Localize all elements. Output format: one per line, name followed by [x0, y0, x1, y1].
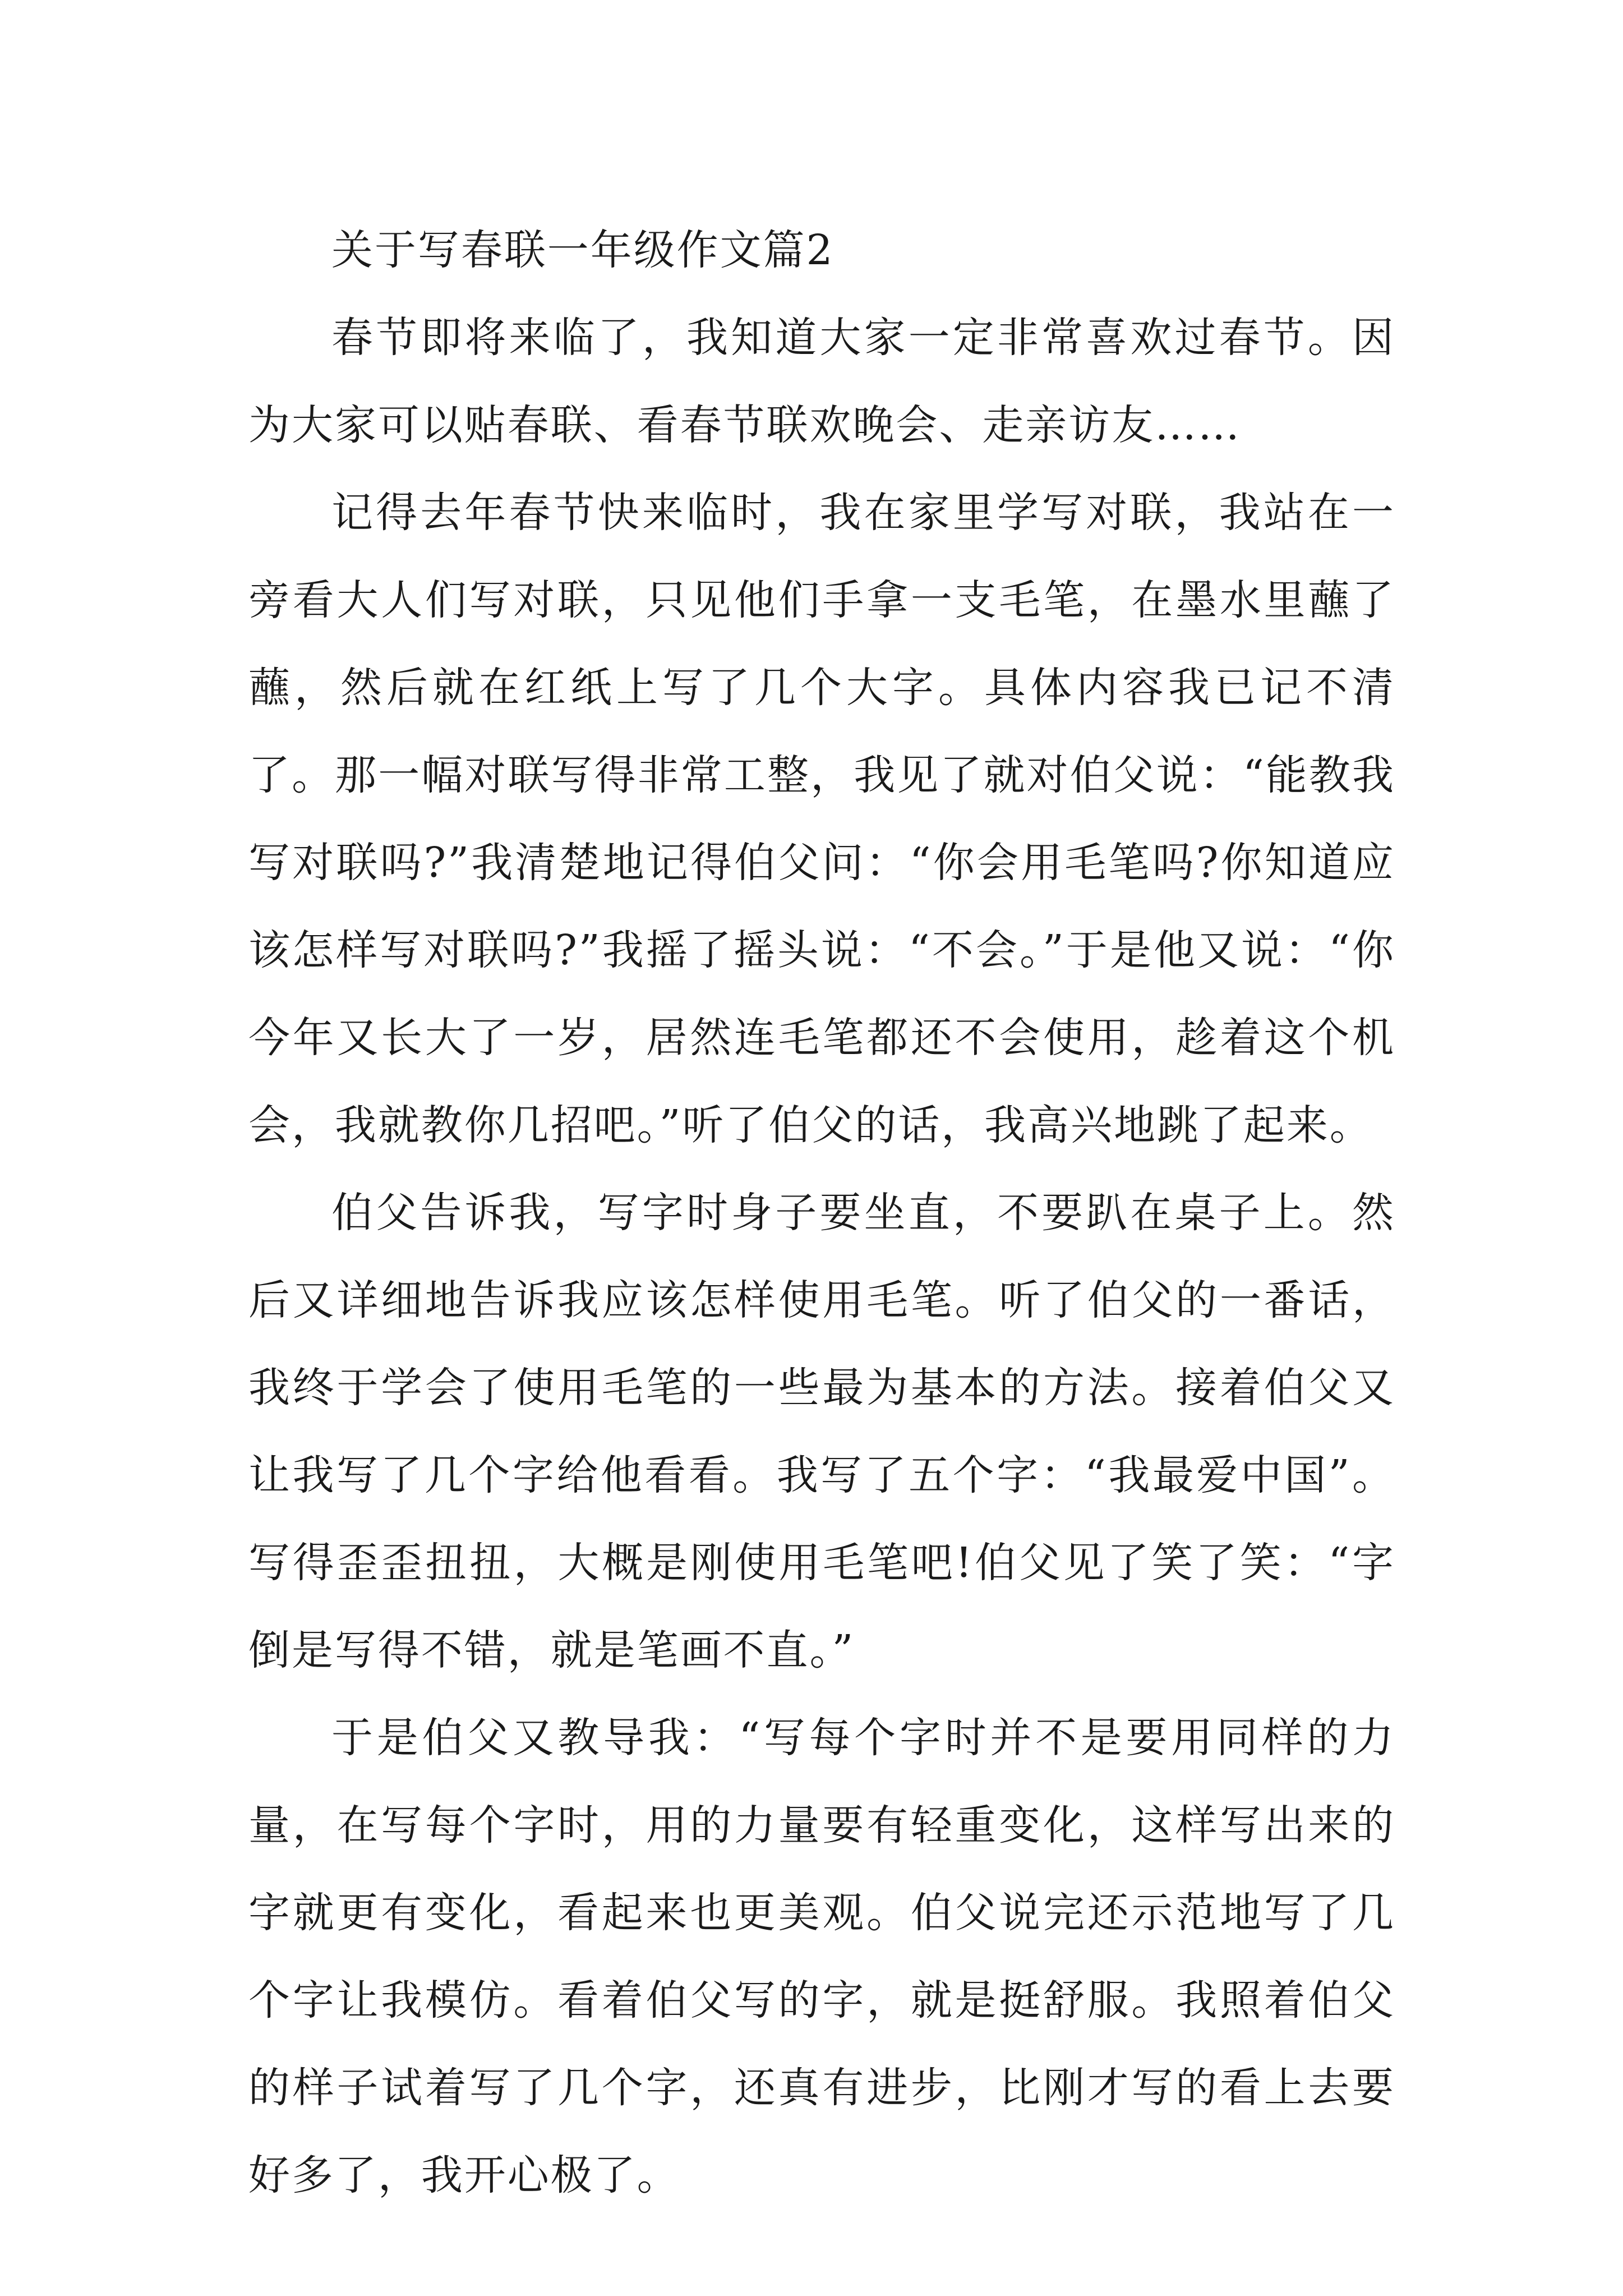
paragraph-3: 伯父告诉我，写字时身子要坐直，不要趴在桌子上。然后又详细地告诉我应该怎样使用毛笔。听了伯父的一番话，我终于学会了使用毛笔的一些最为基本的方法。接着伯父又让我写了几个字给他看看。我写了五个字：“我最爱中国”。写得歪歪扭扭，大概是刚使用毛笔吧!伯父见了笑了笑：“字倒是写得不错，就是笔画不直。”	[248, 1189, 1395, 1674]
paragraph-2: 记得去年春节快来临时，我在家里学写对联，我站在一旁看大人们写对联，只见他们手拿一支毛笔，在墨水里蘸了蘸，然后就在红纸上写了几个大字。具体内容我已记不清了。那一幅对联写得非常工整，我见了就对伯父说：“能教我写对联吗?”我清楚地记得伯父问：“你会用毛笔吗?你知道应该怎样写对联吗?”我摇了摇头说：“不会。”于是他又说：“你今年又长大了一岁，居然连毛笔都还不会使用，趁着这个机会，我就教你几招吧。”听了伯父的话，我高兴地跳了起来。	[248, 489, 1395, 1149]
document-body	[248, 206, 1395, 2219]
paragraph-1: 春节即将来临了，我知道大家一定非常喜欢过春节。因为大家可以贴春联、看春节联欢晚会、走亲访友……	[248, 314, 1395, 449]
paragraph-4: 于是伯父又教导我：“写每个字时并不是要用同样的力量，在写每个字时，用的力量要有轻重变化，这样写出来的字就更有变化，看起来也更美观。伯父说完还示范地写了几个字让我模仿。看着伯父写的字，就是挺舒服。我照着伯父的样子试着写了几个字，还真有进步，比刚才写的看上去要好多了，我开心极了。	[248, 1714, 1395, 2200]
document-title: 关于写春联一年级作文篇2	[331, 226, 834, 274]
